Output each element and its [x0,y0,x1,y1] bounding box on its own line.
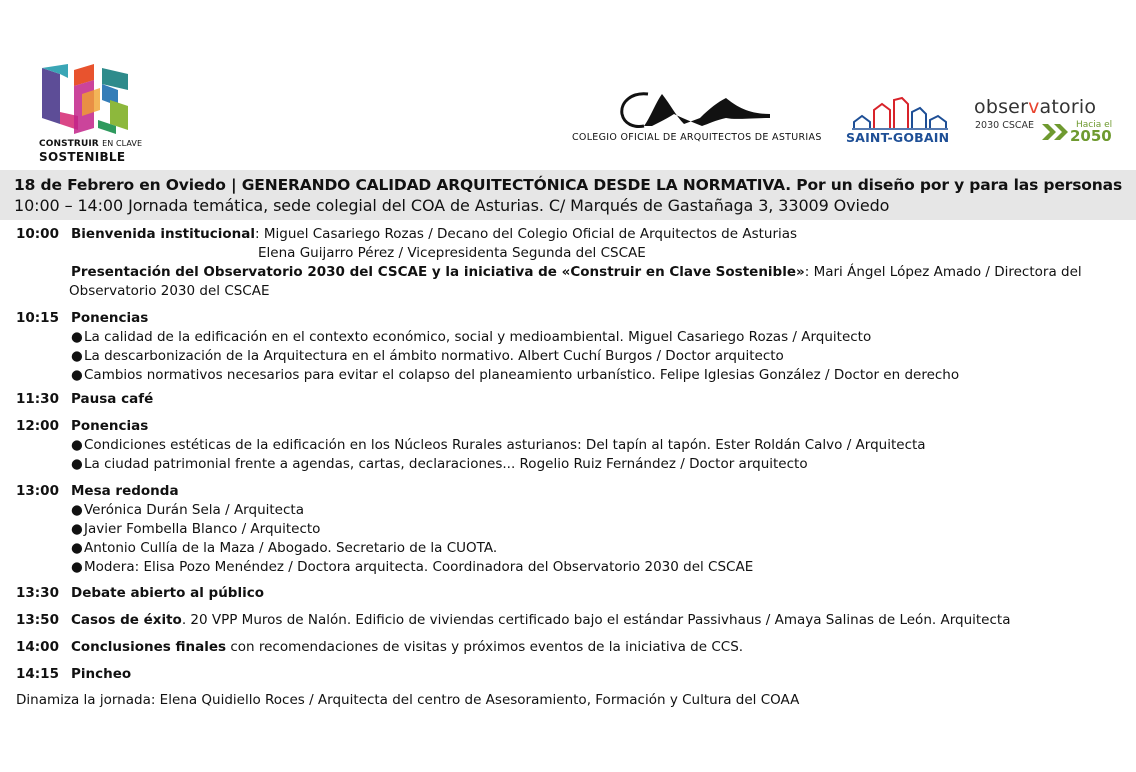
bullet-icon: ● [71,437,83,453]
session-title: Conclusiones finales [71,639,227,655]
list-item: ●Condiciones estéticas de la edificación en los Núcleos Rurales asturianos: Del tapín al tapón. Ester Roldán Calvo / Arquitecta [71,437,926,453]
event-title: 18 de Febrero en Oviedo | GENERANDO CALIDAD ARQUITECTÓNICA DESDE LA NORMATIVA. Por un diseño por y para las personas [14,176,1123,194]
session-title: Casos de éxito [71,612,182,628]
list-item: ●La ciudad patrimonial frente a agendas, cartas, declaraciones... Rogelio Ruiz Fernández / Doctor arquitecto [71,456,808,472]
coa-logo-mark [618,88,774,130]
double-chevron-icon [1042,122,1070,142]
session-conclusions: Conclusiones finales con recomendaciones de visitas y próximos eventos de la iniciativa de CCS. [71,639,744,655]
list-item: ●La calidad de la edificación en el contexto económico, social y medioambiental. Miguel Casariego Rozas / Arquitecto [71,329,872,345]
session-title: Mesa redonda [71,483,179,499]
session-title: Presentación del Observatorio 2030 del CSCAE y la iniciativa de «Construir en Clave Sostenible» [71,264,805,280]
list-item: ●Cambios normativos necesarios para evitar el colapso del planeamiento urbanístico. Felipe Iglesias González / Doctor en derecho [71,367,960,383]
saint-gobain-logo-mark [852,96,948,130]
bullet-icon: ● [71,329,83,345]
bullet-icon: ● [71,559,83,575]
session-title: Bienvenida institucional [71,226,256,242]
bullet-icon: ● [71,521,83,537]
ccs-logo [36,64,143,168]
session-success-cases: Casos de éxito. 20 VPP Muros de Nalón. Edificio de viviendas certificado bajo el estándar Passivhaus / Amaya Salinas de León. Arquitecta [71,612,1011,628]
list-item: ●Modera: Elisa Pozo Menéndez / Doctora arquitecta. Coordinadora del Observatorio 2030 del CSCAE [71,559,754,575]
ccs-logo-mark [38,64,132,136]
time-slot: 14:15 [16,666,59,682]
bullet-icon: ● [71,348,83,364]
observatorio-logo-year: 2050 [1070,127,1112,145]
session-title: Ponencias [71,310,149,326]
session-speaker: Elena Guijarro Pérez / Vicepresidenta Segunda del CSCAE [258,245,646,261]
bullet-icon: ● [71,502,83,518]
session-title: Pausa café [71,391,154,407]
list-item: ●La descarbonización de la Arquitectura en el ámbito normativo. Albert Cuchí Burgos / Doctor arquitecto [71,348,784,364]
session-speaker: Observatorio 2030 del CSCAE [69,283,270,299]
coa-logo [570,88,820,148]
session-welcome [71,225,797,244]
time-slot: 13:00 [16,483,59,499]
saint-gobain-logo [846,96,954,148]
session-title: Debate abierto al público [71,585,264,601]
time-slot: 10:00 [16,226,59,242]
bullet-icon: ● [71,456,83,472]
list-item: ●Javier Fombella Blanco / Arquitecto [71,521,321,537]
time-slot: 11:30 [16,391,59,407]
time-slot: 12:00 [16,418,59,434]
list-item: ●Verónica Durán Sela / Arquitecta [71,502,304,518]
session-speaker: : Mari Ángel López Amado / Directora del [804,264,1082,280]
list-item: ●Antonio Cullía de la Maza / Abogado. Secretario de la CUOTA. [71,540,498,556]
time-slot: 14:00 [16,639,59,655]
moderator-note: Dinamiza la jornada: Elena Quidiello Roces / Arquitecta del centro de Asesoramiento, Formación y Cultura del COAA [16,692,800,708]
observatorio-logo-word: observatorio [974,96,1097,118]
session-presentation [71,263,1082,282]
event-banner [0,170,1136,220]
bullet-icon: ● [71,367,83,383]
ccs-logo-line1: CONSTRUIR EN CLAVE [39,139,143,149]
time-slot: 13:30 [16,585,59,601]
event-subtitle: 10:00 – 14:00 Jornada temática, sede colegial del COA de Asturias. C/ Marqués de Gastañaga 3, 33009 Oviedo [14,196,890,215]
observatorio-logo-hacia: Hacia el [1076,120,1113,130]
ccs-logo-line2: SOSTENIBLE [39,150,126,164]
coa-logo-text: COLEGIO OFICIAL DE ARQUITECTOS DE ASTURIAS [572,132,822,143]
time-slot: 10:15 [16,310,59,326]
session-title: Pincheo [71,666,132,682]
saint-gobain-logo-text: SAINT-GOBAIN [846,130,950,145]
time-slot: 13:50 [16,612,59,628]
logo-bar [0,0,1136,170]
observatorio-logo-subtitle: 2030 CSCAE [975,120,1034,131]
session-speaker: : Miguel Casariego Rozas / Decano del Colegio Oficial de Arquitectos de Asturias [255,226,798,242]
observatorio-logo [974,96,1124,148]
session-title: Ponencias [71,418,149,434]
bullet-icon: ● [71,540,83,556]
